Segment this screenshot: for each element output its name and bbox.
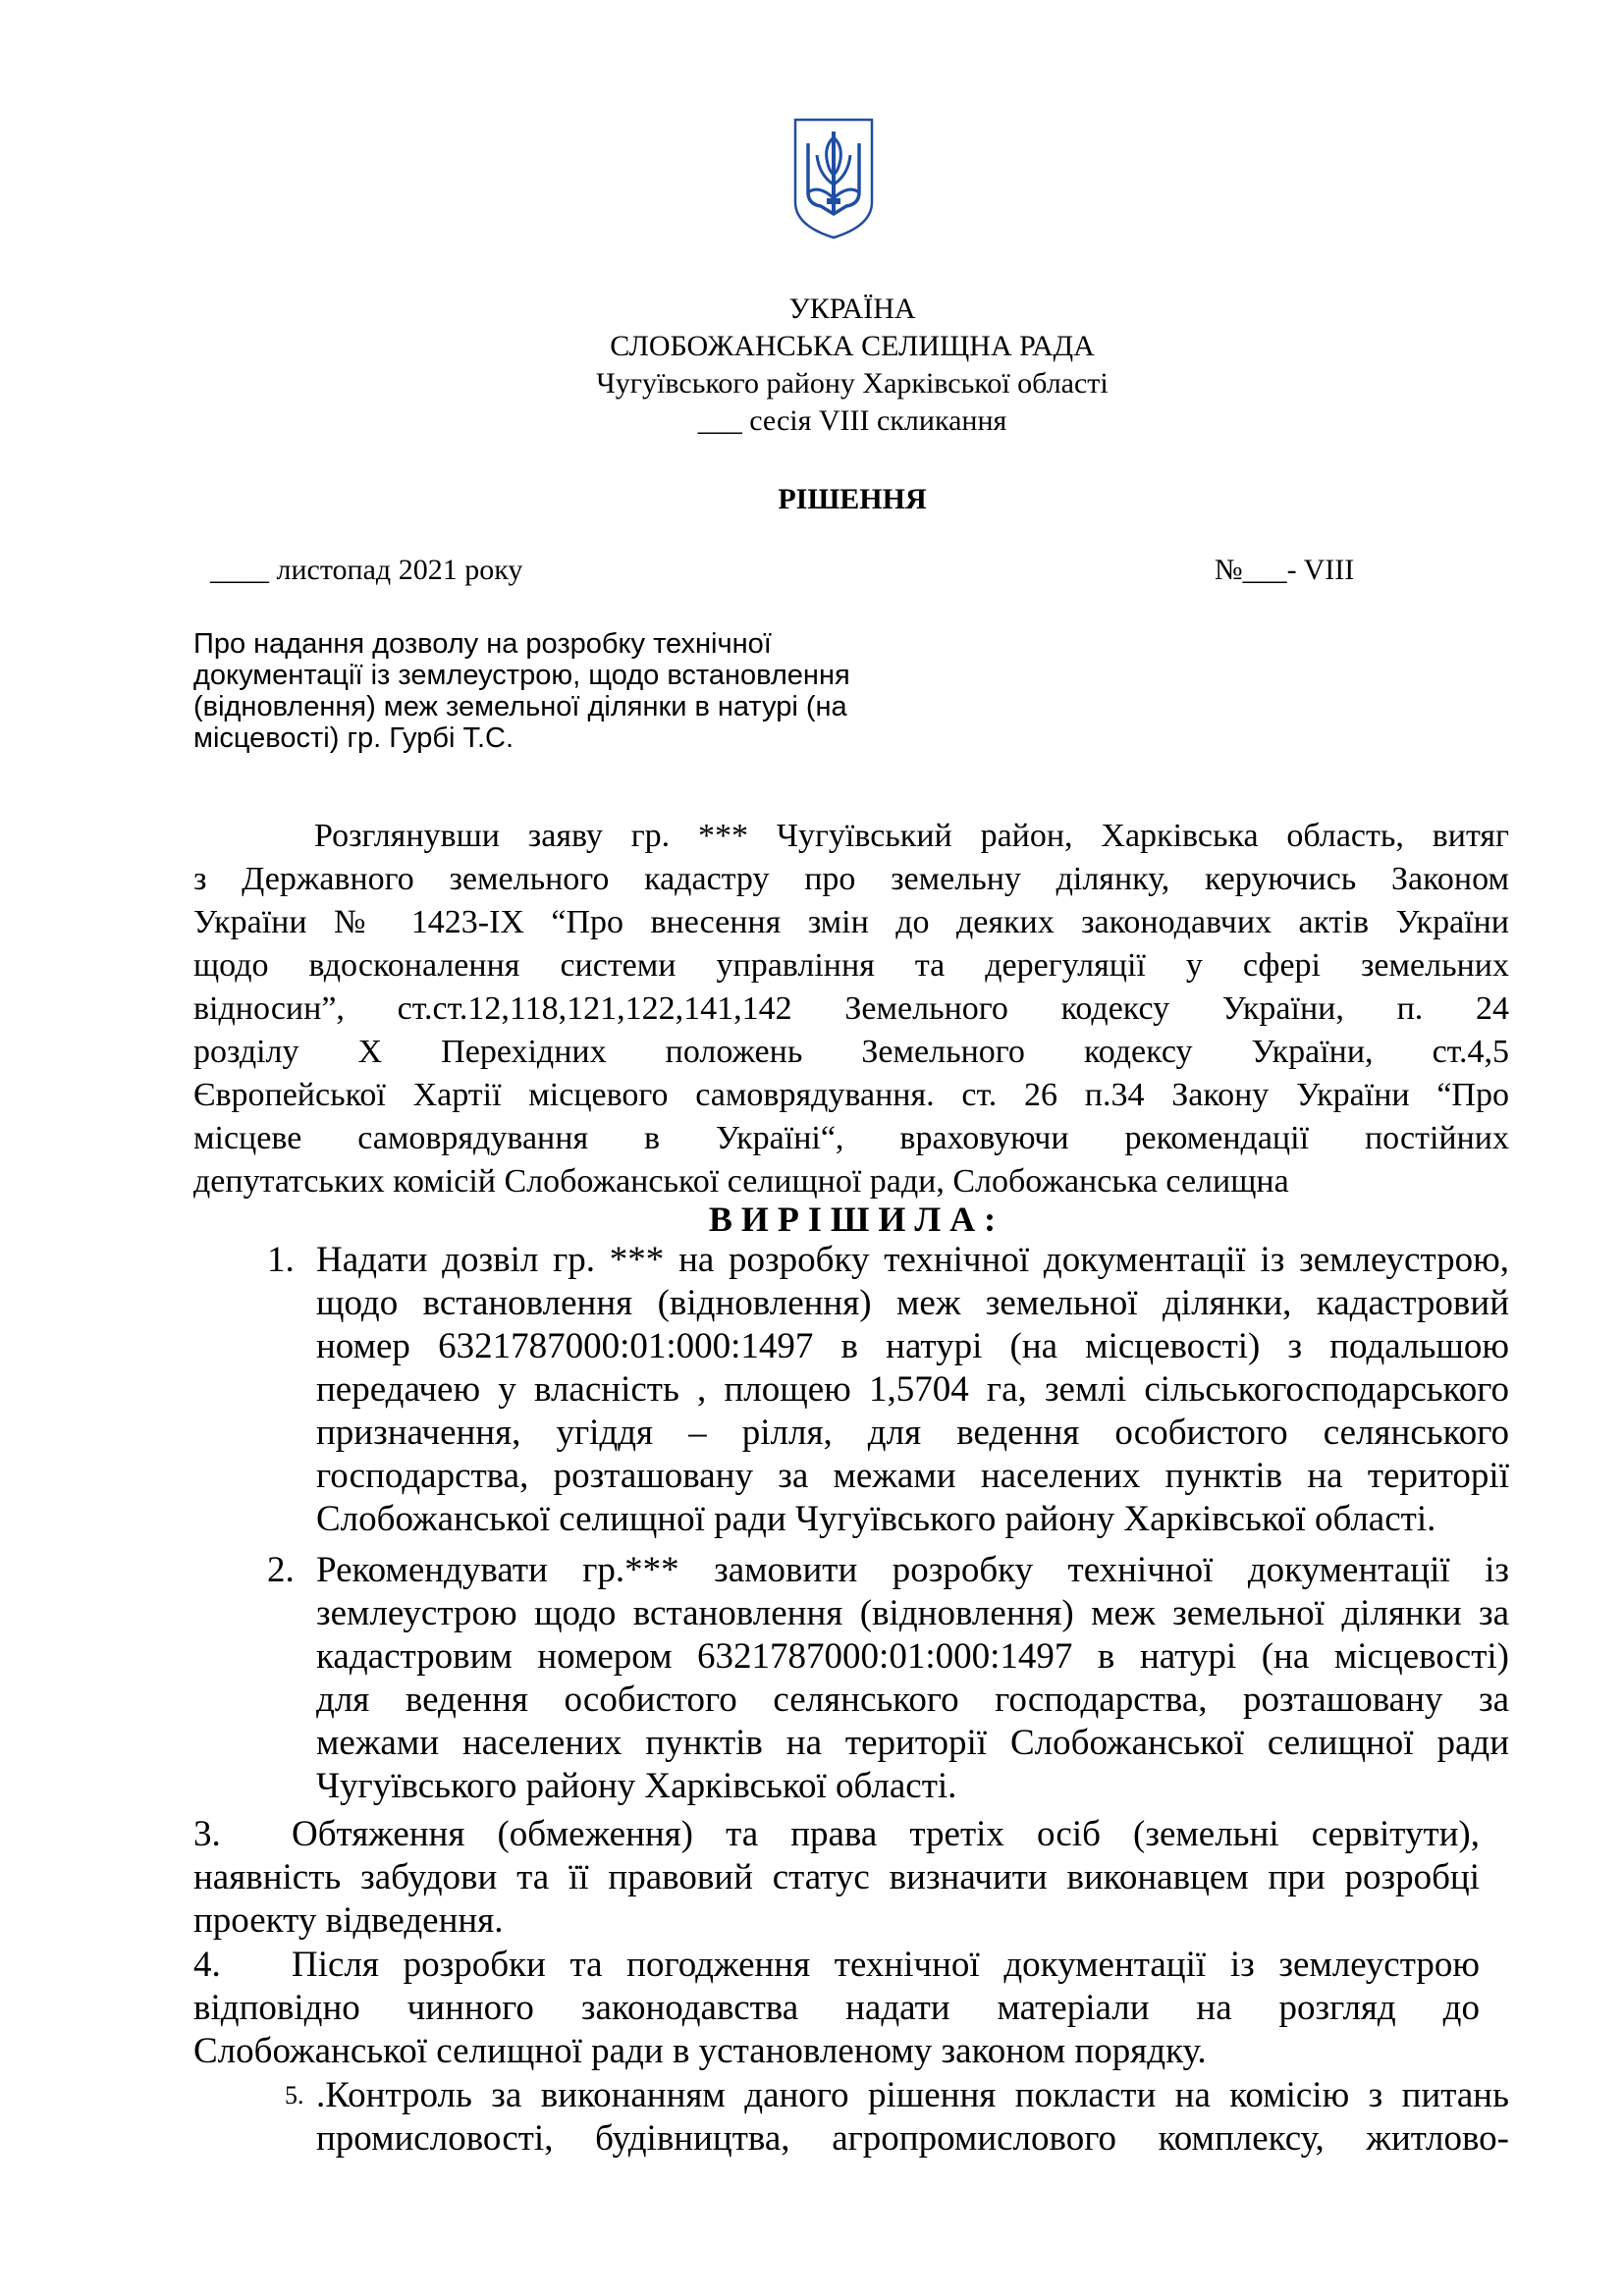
item-number: 2. <box>267 1550 295 1590</box>
preamble-line: депутатських комісій Слобожанської селищної ради, Слобожанська селищна <box>193 1163 1289 1200</box>
preamble <box>193 815 1509 1203</box>
item-line: землеустрою щодо встановлення (відновлення) меж земельної ділянки за <box>316 1593 1509 1633</box>
item-line: Обтяження (обмеження) та права третіх осіб (земельні сервітути), <box>292 1814 1480 1854</box>
decided-heading: В И Р І Ш И Л А : <box>708 1200 997 1239</box>
preamble-line: Європейської Хартії місцевого самоврядування. ст. 26 п.34 Закону України “Про <box>193 1077 1509 1113</box>
preamble-line: України № 1423-IX “Про внесення змін до деяких законодавчих актів України <box>193 904 1509 940</box>
header-council: СЛОБОЖАНСЬКА СЕЛИЩНА РАДА <box>610 330 1095 362</box>
subject-line: Про надання дозволу на розробку технічної <box>193 628 772 660</box>
item-line: промисловості, будівництва, агропромислового комплексу, житлово- <box>316 2118 1509 2159</box>
item-line: господарства, розташовану за межами населених пунктів на території <box>316 1456 1509 1496</box>
decision-subject <box>193 628 920 754</box>
preamble-line: місцеве самоврядування в Україні“, враховуючи рекомендації постійних <box>193 1120 1509 1156</box>
item-line: номер 6321787000:01:000:1497 в натурі (на місцевості) з подальшою <box>316 1326 1509 1366</box>
item-line: Слобожанської селищної ради в установленому законом порядку. <box>193 2031 1207 2071</box>
item-line: відповідно чинного законодавства надати матеріали на розгляд до <box>193 1988 1480 2028</box>
decision-date: ____ листопад 2021 року <box>210 554 523 586</box>
item-line: Рекомендувати гр.*** замовити розробку технічної документації із <box>316 1550 1509 1590</box>
decision-item <box>316 2074 1509 2161</box>
preamble-line: щодо вдосконалення системи управління та дерегуляції у сфері земельних <box>193 947 1509 984</box>
item-line: Після розробки та погодження технічної документації із землеустрою <box>292 1945 1480 1985</box>
item-line: передачею у власність , площею 1,5704 га, землі сільськогосподарського <box>316 1369 1509 1410</box>
item-line: для ведення особистого селянського господарства, розташовану за <box>316 1680 1509 1720</box>
item-number: 3. <box>193 1814 221 1854</box>
item-number: 5. <box>285 2081 304 2109</box>
coat-of-arms-emblem <box>791 116 876 241</box>
preamble-line: з Державного земельного кадастру про земельну ділянку, керуючись Законом <box>193 861 1509 897</box>
item-line: межами населених пунктів на території Слобожанської селищної ради <box>316 1723 1509 1763</box>
header-district: Чугуївського району Харківської області <box>596 367 1109 400</box>
item-line: Надати дозвіл гр. *** на розробку технічної документації із землеустрою, <box>316 1240 1509 1280</box>
item-line: Чугуївського району Харківської області. <box>316 1766 957 1806</box>
preamble-line: розділу Х Перехідних положень Земельного кодексу України, ст.4,5 <box>193 1034 1509 1070</box>
subject-line: документації із землеустрою, щодо встановлення <box>193 660 850 691</box>
decision-number: №___- VIII <box>1215 554 1355 586</box>
item-line: призначення, угіддя – рілля, для ведення особистого селянського <box>316 1413 1509 1453</box>
preamble-line: відносин”, ст.ст.12,118,121,122,141,142 Земельного кодексу України, п. 24 <box>193 990 1509 1027</box>
subject-line: (відновлення) меж земельної ділянки в натурі (на <box>193 691 847 722</box>
decision-item <box>193 1944 1480 2073</box>
subject-line: місцевості) гр. Гурбі Т.С. <box>193 722 514 754</box>
item-number: 4. <box>193 1945 221 1985</box>
item-line: .Контроль за виконанням даного рішення покласти на комісію з питань <box>316 2075 1509 2115</box>
decision-item <box>193 1813 1480 1943</box>
header-session: ___ сесія VIII скликання <box>697 404 1007 437</box>
decision-item <box>316 1549 1509 1808</box>
item-number: 1. <box>267 1240 295 1280</box>
decision-item <box>316 1239 1509 1541</box>
item-line: наявність забудови та її правовий статус визначити виконавцем при розробці <box>193 1857 1480 1897</box>
item-line: щодо встановлення (відновлення) меж земельної ділянки, кадастровий <box>316 1283 1509 1323</box>
item-line: проекту відведення. <box>193 1900 504 1941</box>
header-country: УКРАЇНА <box>788 293 916 325</box>
preamble-line: Розглянувши заяву гр. *** Чугуївський район, Харківська область, витяг <box>314 818 1509 854</box>
document-title: РІШЕННЯ <box>778 483 927 515</box>
item-line: Слобожанської селищної ради Чугуївського району Харківської області. <box>316 1499 1436 1539</box>
item-line: кадастровим номером 6321787000:01:000:1497 в натурі (на місцевості) <box>316 1636 1509 1677</box>
